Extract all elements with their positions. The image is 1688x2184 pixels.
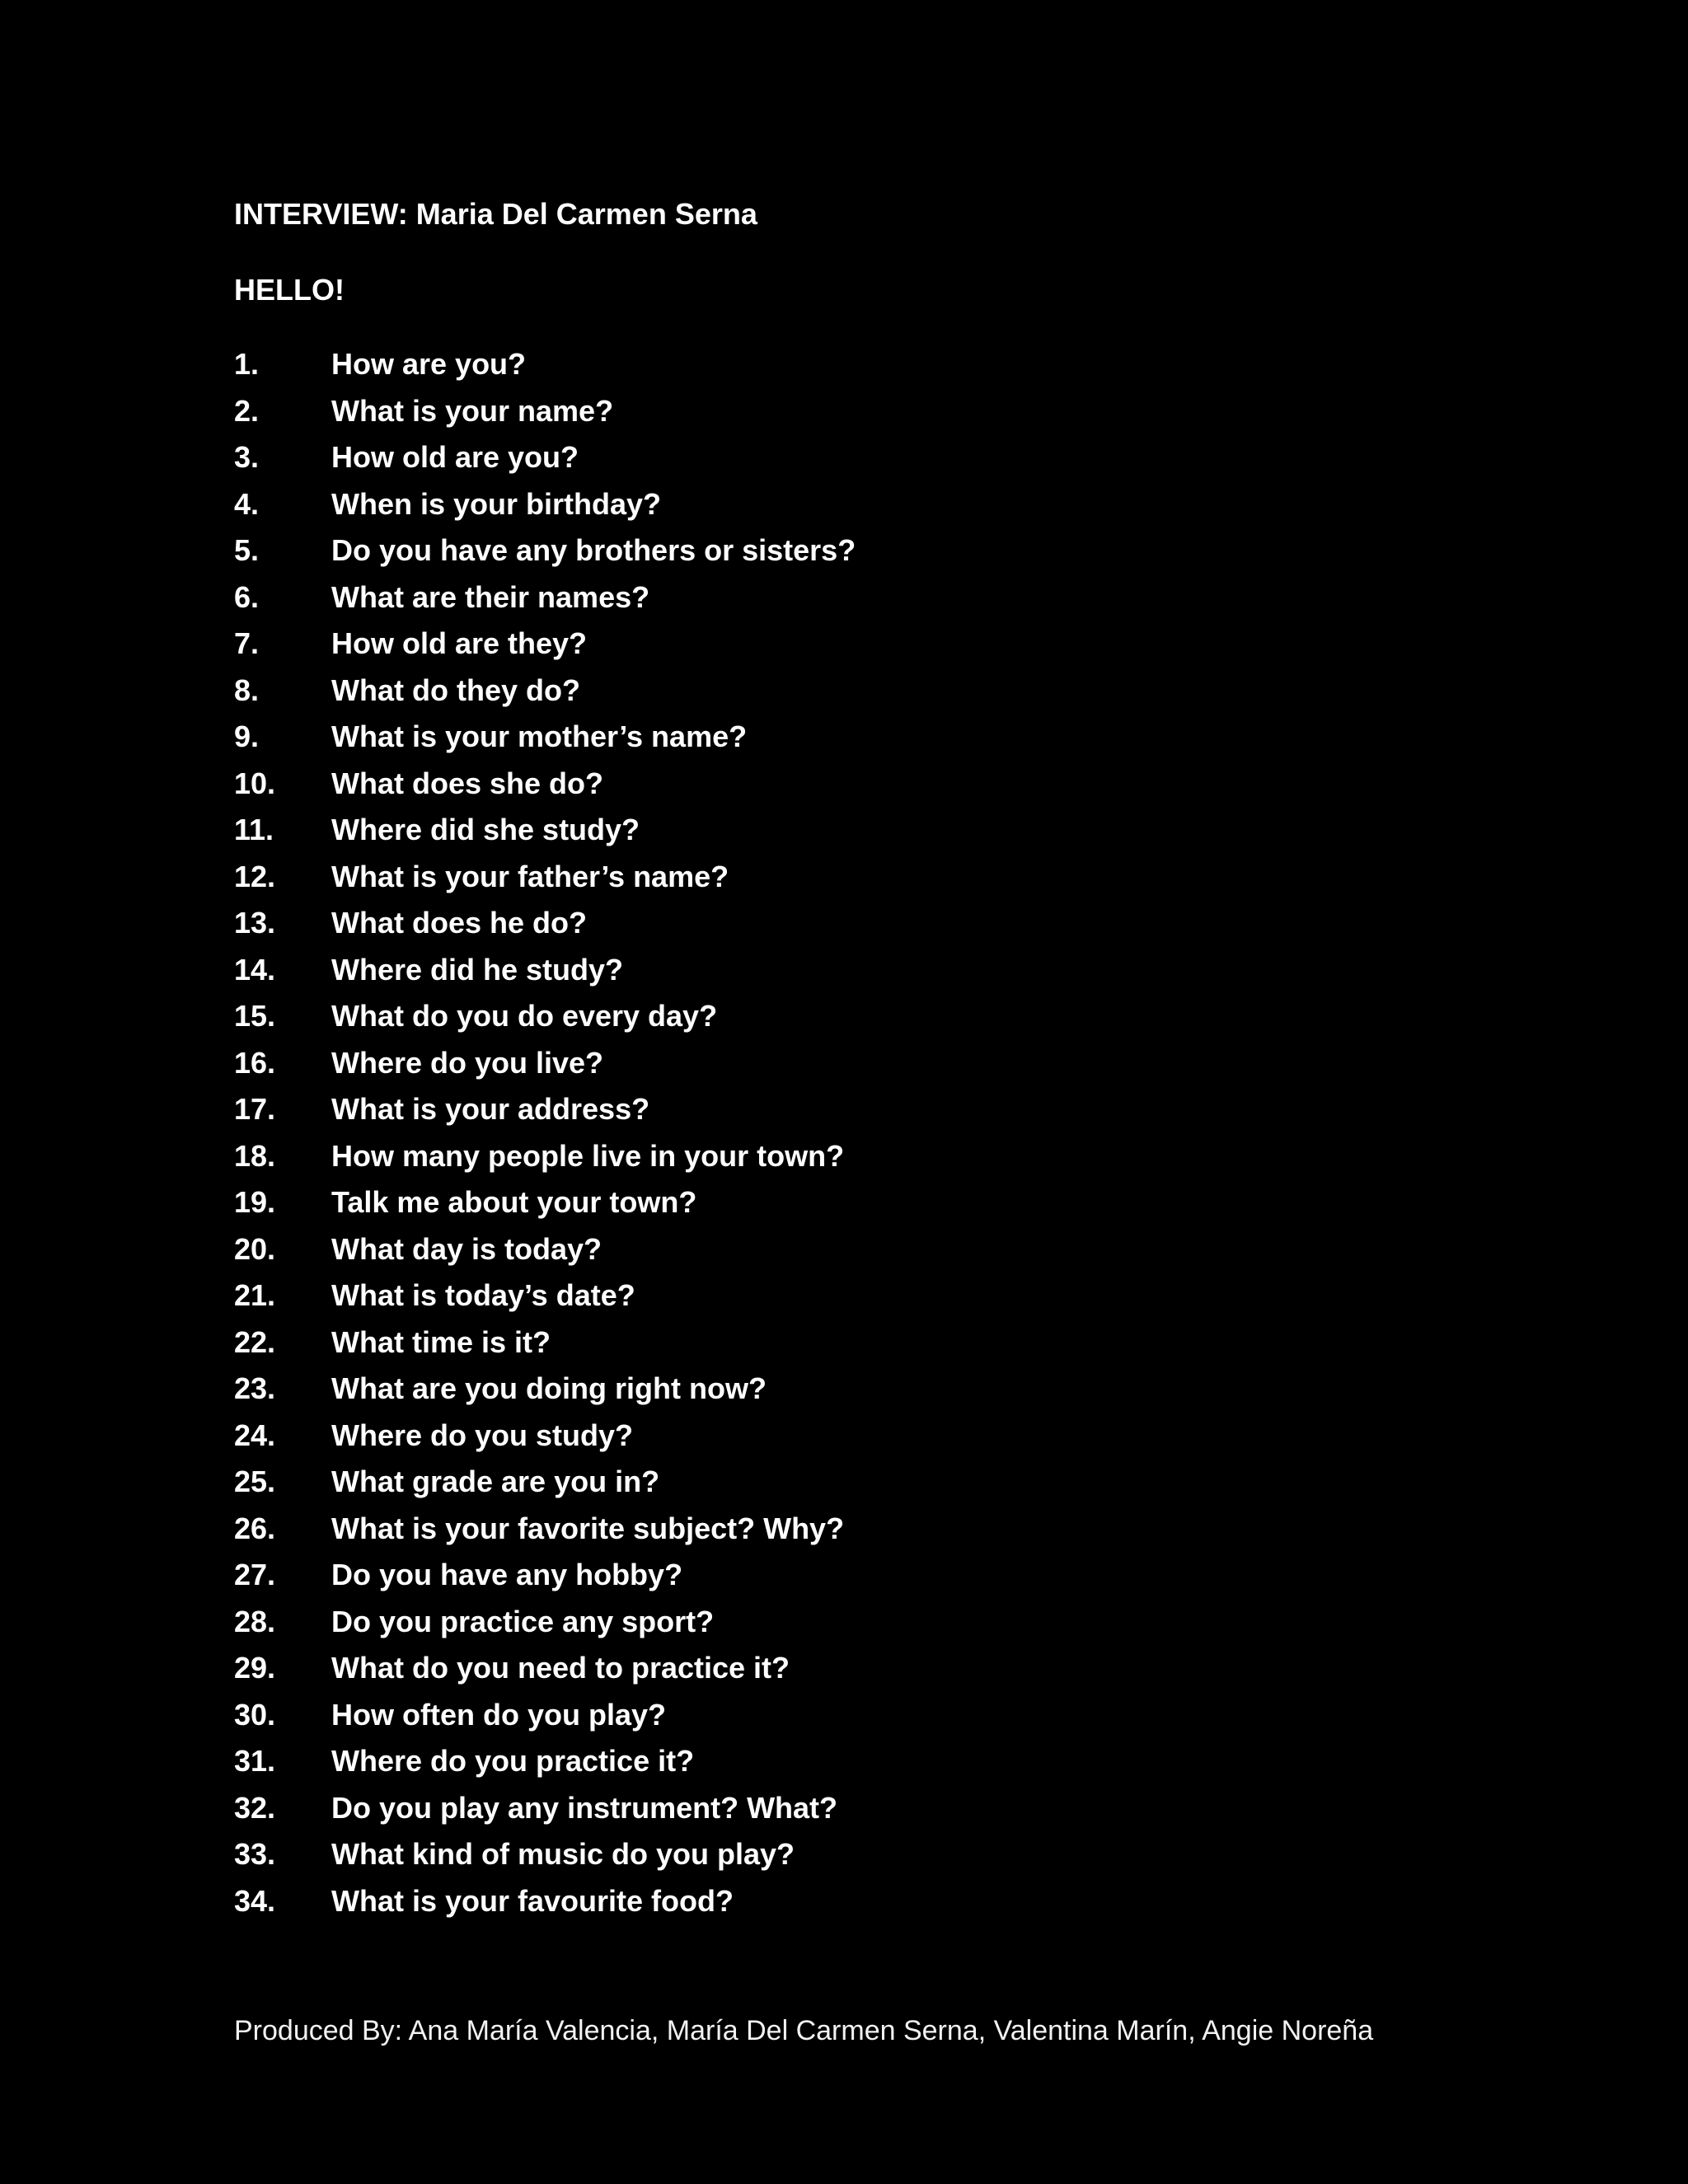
question-text: How old are you? — [331, 440, 579, 475]
question-item — [234, 993, 856, 1040]
question-text: What is your favourite food? — [331, 1883, 734, 1918]
question-item — [234, 1599, 856, 1646]
question-item — [234, 1040, 856, 1087]
question-number: 9. — [234, 719, 260, 754]
question-number: 23. — [234, 1371, 276, 1406]
question-item — [234, 807, 856, 854]
question-text: When is your birthday? — [331, 486, 662, 521]
question-text: Where do you live? — [331, 1045, 604, 1080]
question-number: 14. — [234, 952, 276, 987]
question-item — [234, 1831, 856, 1878]
question-text: Do you practice any sport? — [331, 1604, 715, 1638]
question-text: What day is today? — [331, 1231, 603, 1266]
question-item — [234, 574, 856, 621]
question-text: Where did he study? — [331, 952, 624, 987]
question-item — [234, 1459, 856, 1506]
question-text: What do you do every day? — [331, 999, 718, 1033]
question-number: 2. — [234, 393, 260, 428]
question-number: 5. — [234, 533, 260, 568]
question-text: What do you need to practice it? — [331, 1651, 790, 1685]
question-item — [234, 900, 856, 947]
question-text: How old are they? — [331, 626, 588, 661]
question-text: What time is it? — [331, 1324, 551, 1359]
question-number: 19. — [234, 1185, 276, 1220]
question-item — [234, 714, 856, 761]
question-text: What grade are you in? — [331, 1465, 660, 1499]
question-text: What kind of music do you play? — [331, 1837, 795, 1872]
question-text: What is your address? — [331, 1092, 650, 1127]
question-number: 17. — [234, 1092, 276, 1127]
question-text: What are you doing right now? — [331, 1371, 767, 1406]
question-text: Where do you study? — [331, 1418, 634, 1452]
question-number: 22. — [234, 1324, 276, 1359]
question-number: 11. — [234, 813, 274, 847]
question-text: What are their names? — [331, 579, 650, 614]
question-item — [234, 621, 856, 668]
question-item — [234, 668, 856, 715]
question-item — [234, 1785, 856, 1832]
question-number: 21. — [234, 1278, 276, 1313]
interview-title: INTERVIEW: Maria Del Carmen Serna — [234, 197, 757, 231]
question-text: Do you have any hobby? — [331, 1558, 683, 1592]
question-item — [234, 1366, 856, 1413]
question-text: What does he do? — [331, 906, 587, 940]
question-item — [234, 1878, 856, 1925]
question-number: 32. — [234, 1790, 276, 1825]
question-number: 12. — [234, 859, 276, 893]
produced-by-footer: Produced By: Ana María Valencia, María Del Carmen Serna, Valentina Marín, Angie Noreña — [234, 2015, 1374, 2046]
question-number: 1. — [234, 347, 260, 382]
question-list — [234, 341, 856, 1924]
question-number: 20. — [234, 1231, 276, 1266]
question-number: 15. — [234, 999, 276, 1033]
question-item — [234, 1413, 856, 1460]
question-number: 24. — [234, 1418, 276, 1452]
question-number: 7. — [234, 626, 260, 661]
question-text: What is today’s date? — [331, 1278, 635, 1313]
question-item — [234, 1506, 856, 1553]
question-number: 4. — [234, 486, 260, 521]
question-text: How are you? — [331, 347, 527, 382]
question-item — [234, 947, 856, 994]
question-item — [234, 1552, 856, 1599]
question-number: 6. — [234, 579, 260, 614]
question-number: 8. — [234, 673, 260, 707]
question-text: What is your favorite subject? Why? — [331, 1511, 845, 1545]
question-text: Do you have any brothers or sisters? — [331, 533, 856, 568]
question-item — [234, 1738, 856, 1785]
question-text: How often do you play? — [331, 1697, 666, 1732]
question-number: 28. — [234, 1604, 276, 1638]
question-item — [234, 434, 856, 481]
question-item — [234, 1179, 856, 1226]
question-text: How many people live in your town? — [331, 1138, 845, 1173]
question-item — [234, 388, 856, 435]
question-item — [234, 1086, 856, 1133]
question-text: Where do you practice it? — [331, 1744, 695, 1779]
question-item — [234, 1319, 856, 1366]
question-number: 3. — [234, 440, 260, 475]
question-number: 18. — [234, 1138, 276, 1173]
question-item — [234, 1226, 856, 1273]
question-item — [234, 1272, 856, 1319]
question-item — [234, 341, 856, 388]
question-item — [234, 481, 856, 528]
question-text: What is your name? — [331, 393, 614, 428]
question-number: 16. — [234, 1045, 276, 1080]
question-text: Do you play any instrument? What? — [331, 1790, 838, 1825]
greeting-heading: HELLO! — [234, 273, 345, 307]
question-number: 29. — [234, 1651, 276, 1685]
question-number: 27. — [234, 1558, 276, 1592]
question-item — [234, 1692, 856, 1739]
question-item — [234, 761, 856, 808]
question-item — [234, 1133, 856, 1180]
question-text: What is your mother’s name? — [331, 719, 748, 754]
question-number: 31. — [234, 1744, 276, 1779]
question-item — [234, 1645, 856, 1692]
question-number: 26. — [234, 1511, 276, 1545]
question-item — [234, 527, 856, 574]
question-text: Where did she study? — [331, 813, 640, 847]
question-number: 13. — [234, 906, 276, 940]
question-text: Talk me about your town? — [331, 1185, 697, 1220]
question-number: 25. — [234, 1465, 276, 1499]
question-number: 10. — [234, 766, 276, 800]
question-text: What do they do? — [331, 673, 580, 707]
question-text: What does she do? — [331, 766, 604, 800]
question-item — [234, 854, 856, 901]
question-number: 34. — [234, 1883, 276, 1918]
question-number: 33. — [234, 1837, 276, 1872]
question-number: 30. — [234, 1697, 276, 1732]
question-text: What is your father’s name? — [331, 859, 729, 893]
